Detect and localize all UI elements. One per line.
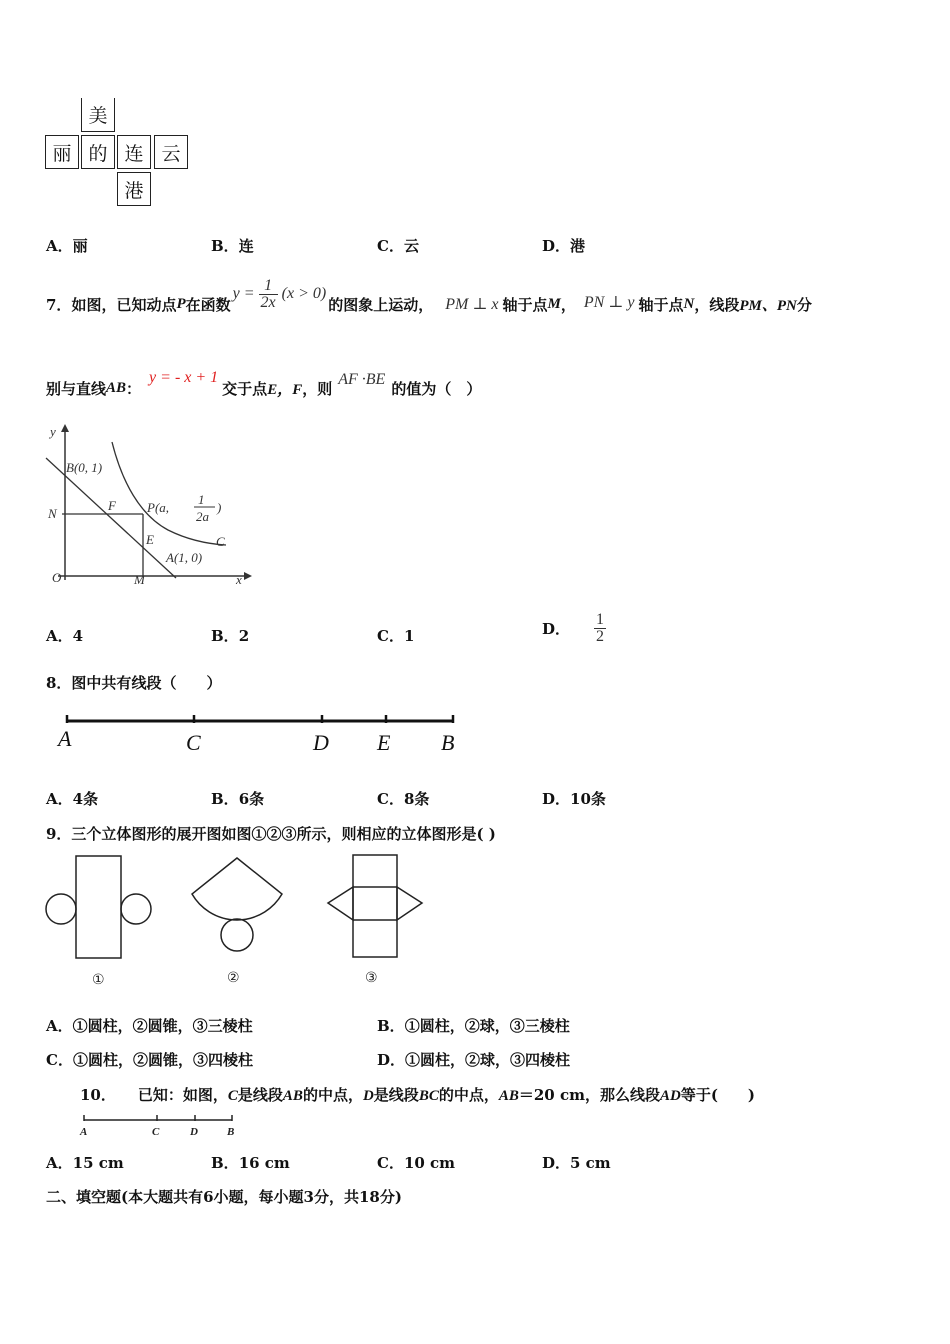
q7-line1: 7． 如图，已知动点 P 在函数 y = $\frac{1}{2x}$ (x > 0) 的图象上运动， PM ⊥ x 轴于点 M ， PN ⊥ y 轴于点 N ，线段 PM、PN 分 (46, 276, 812, 314)
q10-label-d: D (190, 1126, 198, 1138)
q10-option-d[interactable]: D．5 cm (542, 1154, 611, 1172)
q8-option-b[interactable]: B．6条 (211, 790, 265, 808)
q7-graph (40, 420, 260, 595)
net3-rectangle (353, 855, 397, 957)
label-m: M (134, 572, 145, 587)
q7-option-c[interactable]: C．1 (377, 627, 415, 645)
q7-option-d[interactable]: D． $\frac{1}{2}$ (542, 611, 605, 645)
label-n: N (48, 506, 57, 521)
x-axis-arrow (244, 572, 252, 580)
q7-pn-perp: PN ⊥ y (583, 294, 635, 311)
net1-label: ① (92, 972, 105, 988)
q8-question: 8．图中共有线段（ ） (46, 674, 222, 692)
section-heading-fill-in: 二、填空题(本大题共有6小题，每小题3分，共18分) (46, 1188, 402, 1206)
label-p-den: 2a (196, 509, 209, 524)
label-f: F (108, 498, 116, 513)
q8-segment-figure (55, 710, 475, 760)
hyperbola-curve (112, 442, 226, 545)
label-o: O (52, 570, 62, 585)
q10-label-a: A (80, 1126, 88, 1138)
label-p: P(a, (147, 500, 170, 515)
q9-nets-figure (40, 850, 440, 995)
q6-option-a[interactable]: A．丽 (46, 237, 88, 255)
net-cell-center2: 连 (117, 135, 151, 169)
q10-label-c: C (152, 1126, 160, 1138)
q7-line2: 别与直线 AB ： y = - x + 1 交于点 E，F ，则 AF ·BE 的值为（ ） (46, 369, 482, 398)
q9-option-b[interactable]: B．①圆柱，②球，③三棱柱 (377, 1017, 570, 1035)
net2-label: ② (227, 970, 240, 986)
q9-option-c[interactable]: C．①圆柱，②圆锥，③四棱柱 (46, 1051, 253, 1069)
q10-label-b: B (227, 1126, 235, 1138)
q8-option-d[interactable]: D．10条 (542, 790, 606, 808)
net3-label: ③ (365, 970, 378, 986)
q6-option-b[interactable]: B．连 (211, 237, 254, 255)
q8-label-e: E (377, 730, 391, 755)
label-x: x (236, 572, 242, 587)
q7-line-equation: y = - x + 1 (149, 369, 219, 386)
label-c: C (216, 534, 225, 549)
q6-option-c[interactable]: C．云 (377, 237, 419, 255)
q7-number: 7． (46, 295, 72, 314)
q10-question: 10． 已知：如图，C是线段AB的中点，D是线段BC的中点，AB＝20 cm，那么线段AD等于( ) (80, 1086, 756, 1104)
q8-option-c[interactable]: C．8条 (377, 790, 430, 808)
q7-option-b[interactable]: B．2 (211, 627, 250, 645)
net-cell-bottom: 港 (117, 172, 151, 206)
q8-label-b: B (441, 730, 455, 755)
net2-sector (192, 858, 282, 920)
q8-label-a: A (58, 726, 72, 751)
q7-function: y = $\frac{1}{2x}$ (x > 0) (232, 276, 327, 311)
q7-pm-perp: PM ⊥ x (445, 296, 499, 313)
net1-left-circle (46, 894, 76, 924)
q8-label-d: D (313, 730, 329, 755)
net-cell-center1: 的 (81, 135, 115, 169)
net1-right-circle (121, 894, 151, 924)
label-b: B(0, 1) (66, 460, 103, 475)
q7-option-a[interactable]: A．4 (46, 627, 84, 645)
label-p-close: ) (217, 500, 222, 515)
label-y: y (50, 424, 56, 439)
q9-question: 9．三个立体图形的展开图如图①②③所示，则相应的立体图形是( ) (46, 825, 496, 843)
net1-rectangle (76, 856, 121, 958)
q10-option-c[interactable]: C．10 cm (377, 1154, 456, 1172)
q10-option-b[interactable]: B．16 cm (211, 1154, 290, 1172)
net3-left-triangle (328, 887, 353, 920)
q7-product-expression: AF ·BE (338, 371, 386, 388)
y-axis-arrow (61, 424, 69, 432)
net-cell-top: 美 (81, 98, 115, 132)
q6-option-d[interactable]: D．港 (542, 237, 586, 255)
label-e: E (146, 532, 154, 547)
net3-right-triangle (397, 887, 422, 920)
q9-option-d[interactable]: D．①圆柱，②球，③四棱柱 (377, 1051, 571, 1069)
q10-option-a[interactable]: A．15 cm (46, 1154, 124, 1172)
q8-option-a[interactable]: A．4条 (46, 790, 99, 808)
net-cell-left: 丽 (45, 135, 79, 169)
net2-circle (221, 919, 253, 951)
q8-label-c: C (186, 730, 201, 755)
q10-segment-figure (78, 1112, 243, 1140)
net-cell-right: 云 (154, 135, 188, 169)
q9-option-a[interactable]: A．①圆柱，②圆锥，③三棱柱 (46, 1017, 253, 1035)
label-a: A(1, 0) (166, 550, 203, 565)
label-p-num: 1 (198, 492, 205, 507)
